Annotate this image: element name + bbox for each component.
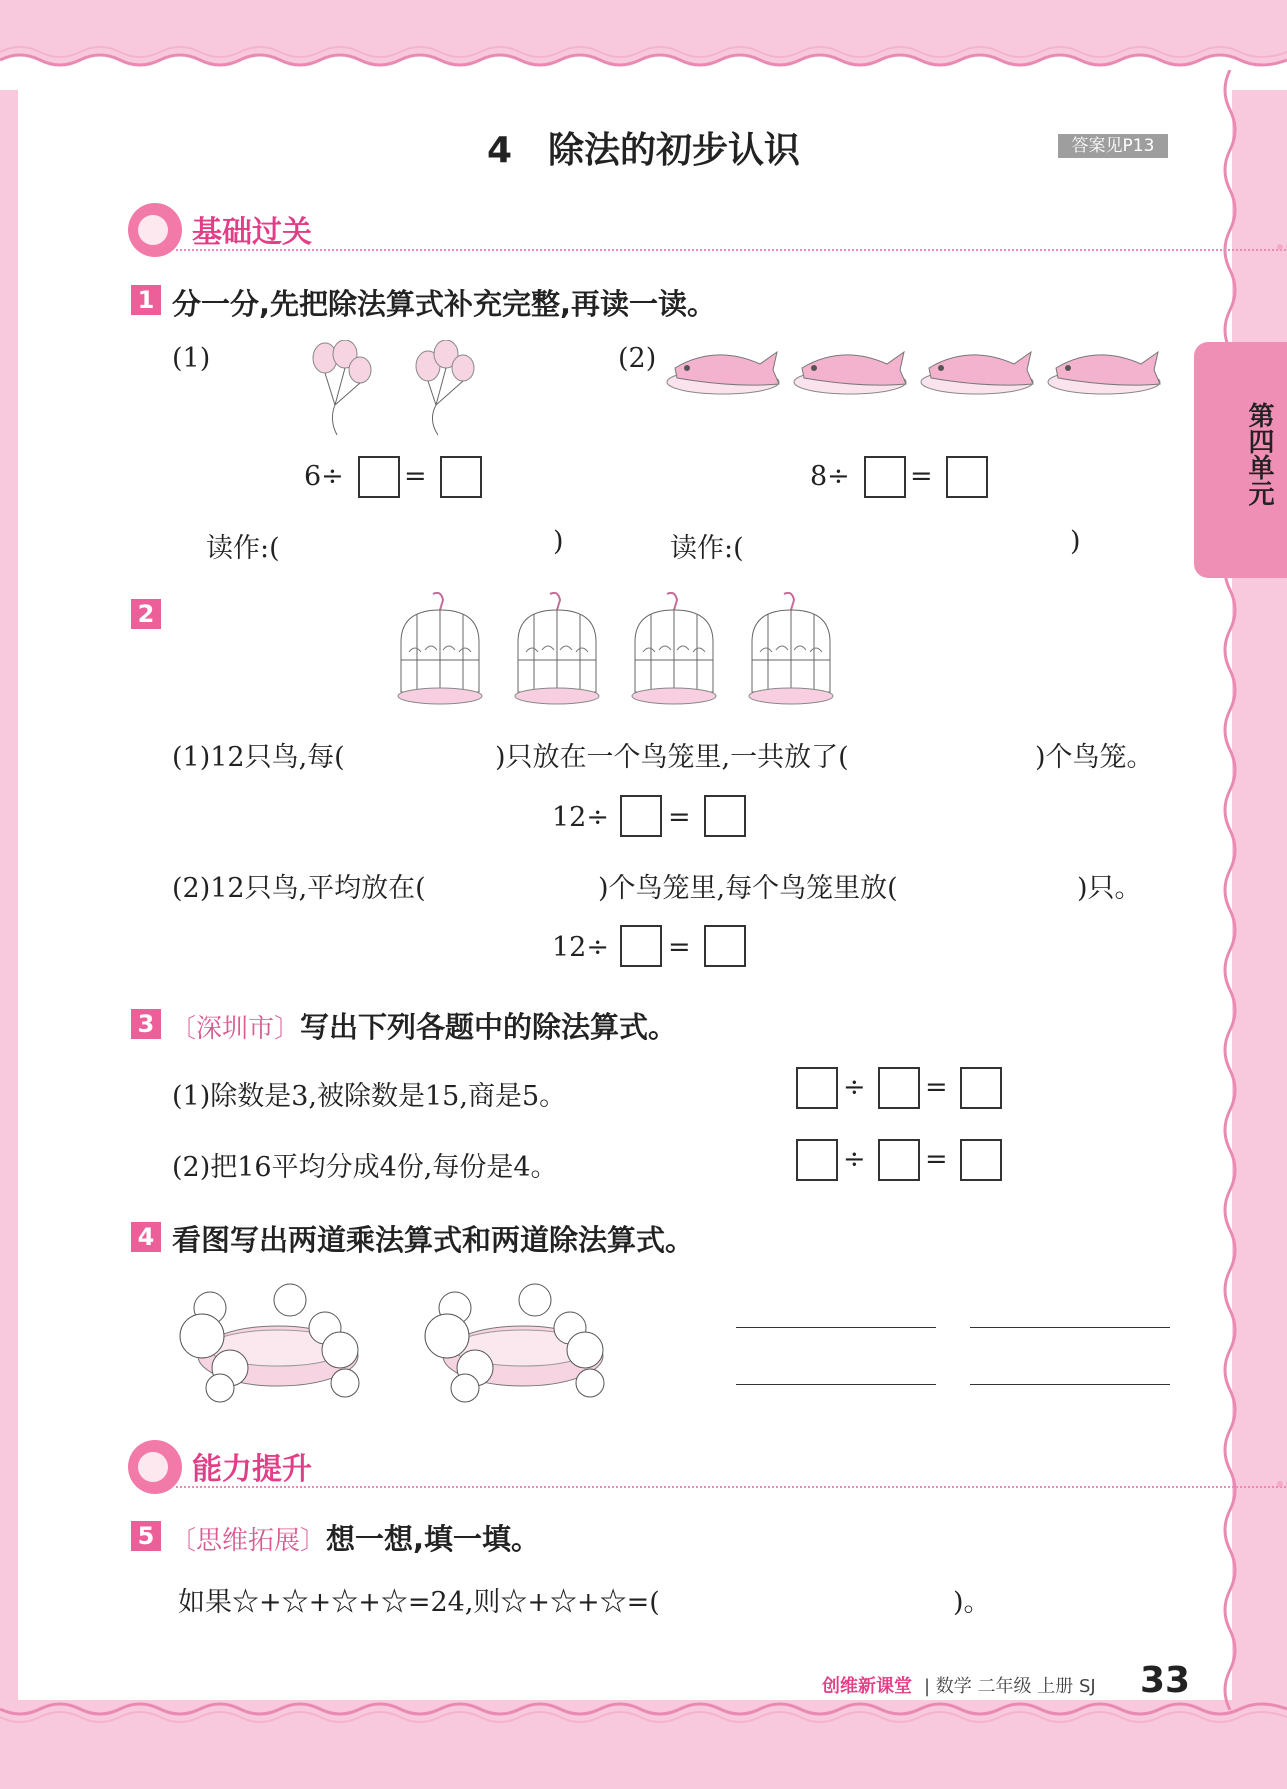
birdcage-icon [744, 592, 839, 707]
equation-dividend: 12÷ [552, 932, 609, 963]
answer-box[interactable] [960, 1139, 1002, 1181]
equation-dividend: 8÷ [810, 461, 850, 492]
answer-box[interactable] [960, 1067, 1002, 1109]
question-number: 1 [131, 285, 161, 315]
q5-equation-text: 如果☆+☆+☆+☆=24,则☆+☆+☆=( [178, 1587, 660, 1618]
answer-box[interactable] [878, 1139, 920, 1181]
unit-side-tab[interactable] [1194, 342, 1287, 578]
answer-box[interactable] [704, 925, 746, 967]
answer-box[interactable] [796, 1067, 838, 1109]
divide-sign: ÷ [843, 1072, 866, 1103]
q3-item: (1)除数是3,被除数是15,商是5。 [172, 1081, 567, 1112]
bracket-close: ) [553, 526, 564, 557]
section-advanced-label: 能力提升 [192, 1452, 312, 1487]
footer-info: | 数学 二年级 上册 SJ [924, 1676, 1096, 1697]
birdcage-icon [510, 592, 605, 707]
answer-line[interactable] [736, 1384, 936, 1385]
read-as-label: 读作:( [670, 533, 744, 564]
question-number: 5 [131, 1521, 161, 1551]
part-label: (2) [618, 343, 657, 374]
answer-box[interactable] [358, 456, 400, 498]
bracket-close: ) [1070, 526, 1081, 557]
question-number: 4 [131, 1222, 161, 1252]
question-prompt-text: 想一想,填一填。 [326, 1522, 541, 1556]
right-wave-border [1208, 70, 1248, 1710]
fish-plate-icon [665, 338, 785, 398]
monkey-icon [128, 203, 182, 257]
monkey-icon [128, 1440, 182, 1494]
answer-line[interactable] [970, 1384, 1170, 1385]
page-number: 33 [1140, 1660, 1191, 1701]
answer-box[interactable] [864, 456, 906, 498]
page-title: 4 除法的初步认识 [486, 130, 801, 171]
region-tag: 〔深圳市〕 [170, 1014, 301, 1044]
q2-part1-text-c: )个鸟笼。 [1035, 742, 1154, 773]
section-divider [176, 1486, 1286, 1488]
equation-dividend: 6÷ [304, 461, 344, 492]
chicks-eating-icon [170, 1278, 385, 1408]
footer-brand: 创维新课堂 [822, 1676, 912, 1697]
topic-tag: 〔思维拓展〕 [170, 1526, 327, 1556]
balloon-bunch-icon [305, 340, 385, 440]
equals-sign: = [668, 932, 691, 963]
question-number: 3 [131, 1009, 161, 1039]
question-prompt: 看图写出两道乘法算式和两道除法算式。 [172, 1223, 695, 1257]
fish-plate-icon [792, 338, 912, 398]
answer-box[interactable] [878, 1067, 920, 1109]
answer-reference: 答案见P13 [1058, 134, 1168, 158]
question-prompt [170, 1005, 677, 1046]
birdcage-icon [393, 592, 488, 707]
unit-side-tab-label: 第四单元 [1244, 402, 1274, 506]
equals-sign: = [910, 461, 933, 492]
equals-sign: = [925, 1072, 948, 1103]
answer-box[interactable] [946, 456, 988, 498]
fish-plate-icon [919, 338, 1039, 398]
divide-sign: ÷ [843, 1144, 866, 1175]
bottom-wave-border [0, 1689, 1287, 1789]
question-prompt-text: 写出下列各题中的除法算式。 [300, 1010, 678, 1044]
q2-part2-text-b: )个鸟笼里,每个鸟笼里放( [598, 873, 898, 904]
equals-sign: = [668, 802, 691, 833]
answer-line[interactable] [970, 1327, 1170, 1328]
top-wave-border [0, 0, 1287, 90]
equals-sign: = [925, 1144, 948, 1175]
q3-item: (2)把16平均分成4份,每份是4。 [172, 1152, 558, 1183]
answer-line[interactable] [736, 1327, 936, 1328]
part-label: (1) [172, 343, 211, 374]
answer-box[interactable] [704, 795, 746, 837]
equation-dividend: 12÷ [552, 802, 609, 833]
fish-plate-icon [1046, 338, 1166, 398]
question-prompt: 分一分,先把除法算式补充完整,再读一读。 [172, 287, 717, 321]
answer-box[interactable] [620, 795, 662, 837]
section-basic-label: 基础过关 [192, 215, 312, 250]
q2-part1-text-b: )只放在一个鸟笼里,一共放了( [495, 742, 849, 773]
q2-part1-text-a: (1)12只鸟,每( [172, 742, 345, 773]
dots-icon [1276, 241, 1287, 253]
answer-box[interactable] [796, 1139, 838, 1181]
answer-box[interactable] [440, 456, 482, 498]
q2-part2-text-a: (2)12只鸟,平均放在( [172, 873, 426, 904]
birdcage-icon [627, 592, 722, 707]
section-divider [176, 249, 1286, 251]
balloon-bunch-icon [408, 340, 488, 440]
equals-sign: = [404, 461, 427, 492]
question-number: 2 [131, 599, 161, 629]
chicks-eating-icon [415, 1278, 630, 1408]
answer-box[interactable] [620, 925, 662, 967]
q2-part2-text-c: )只。 [1077, 873, 1142, 904]
q5-equation-close: )。 [953, 1587, 991, 1618]
dots-icon [1276, 1478, 1287, 1490]
read-as-label: 读作:( [206, 533, 280, 564]
question-prompt [170, 1517, 540, 1558]
